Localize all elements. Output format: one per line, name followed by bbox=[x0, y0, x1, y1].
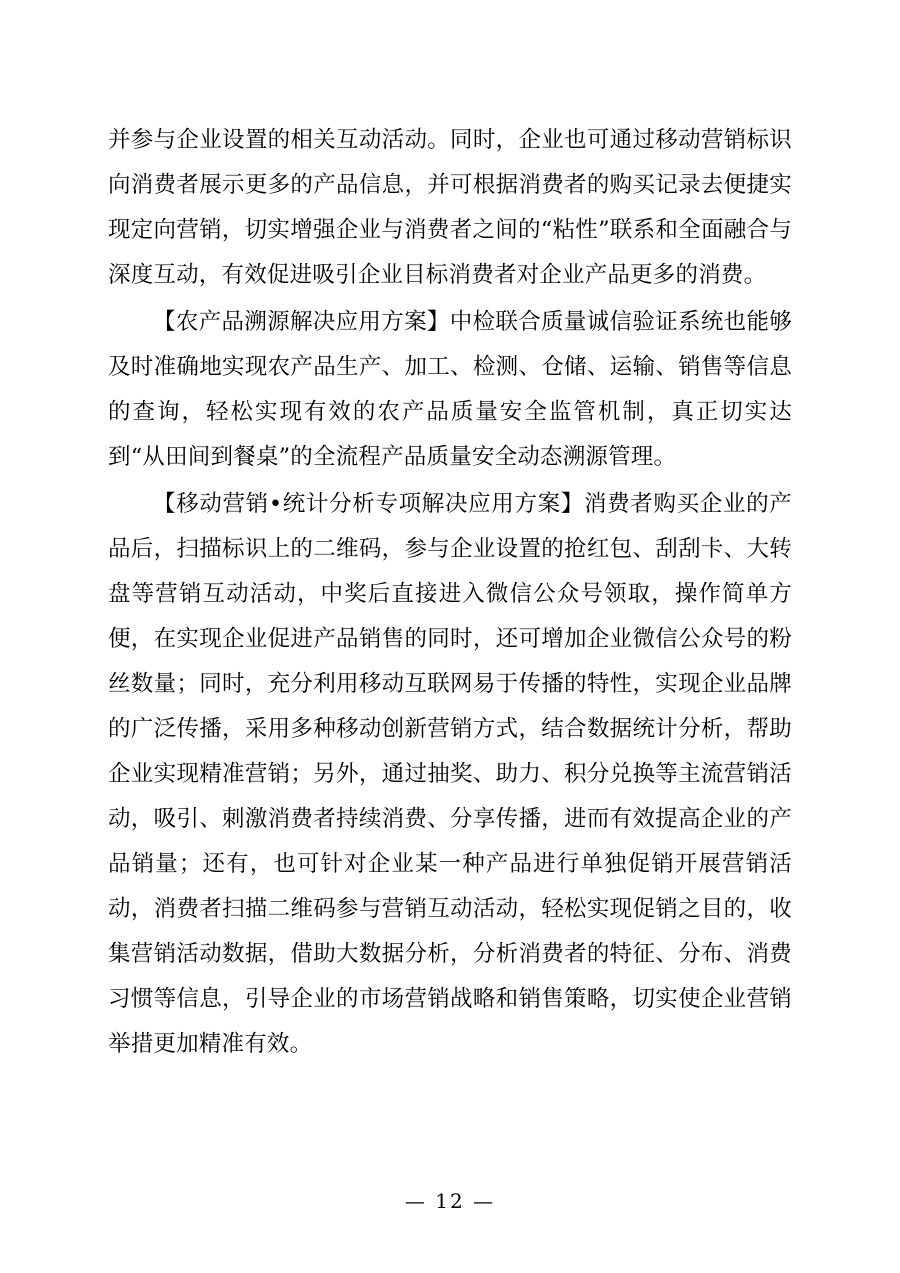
paragraph-agriculture-traceability: 【农产品溯源解决应用方案】中检联合质量诚信验证系统也能够及时准确地实现农产品生产、加工、检测、仓储、运输、销售等信息的查询，轻松实现有效的农产品质量安全监管机制，真正切实达到“从田间到餐桌”的全流程产品质量安全动态溯源管理。 bbox=[108, 309, 792, 470]
page-footer bbox=[0, 1189, 900, 1213]
paragraph-continued: 并参与企业设置的相关互动活动。同时，企业也可通过移动营销标识向消费者展示更多的产品信息，并可根据消费者的购买记录去便捷实现定向营销，切实增强企业与消费者之间的“粘性”联系和全面融合与深度互动，有效促进吸引企业目标消费者对企业产品更多的消费。 bbox=[108, 127, 792, 288]
page-number: — 12 — bbox=[404, 1189, 496, 1213]
paragraph-mobile-marketing: 【移动营销•统计分析专项解决应用方案】消费者购买企业的产品后，扫描标识上的二维码，参与企业设置的抢红包、刮刮卡、大转盘等营销互动活动，中奖后直接进入微信公众号领取，操作简单方便，在实现企业促进产品销售的同时，还可增加企业微信公众号的粉丝数量；同时，充分利用移动互联网易于传播的特性，实现企业品牌的广泛传播，采用多种移动创新营销方式，结合数据统计分析，帮助企业实现精准营销；另外，通过抽奖、助力、积分兑换等主流营销活动，吸引、刺激消费者持续消费、分享传播，进而有效提高企业的产品销量；还有，也可针对企业某一种产品进行单独促销开展营销活动，消费者扫描二维码参与营销互动活动，轻松实现促销之目的，收集营销活动数据，借助大数据分析，分析消费者的特征、分布、消费习惯等信息，引导企业的市场营销战略和销售策略，切实使企业营销举措更加精准有效。 bbox=[108, 491, 792, 1057]
document-body bbox=[108, 118, 792, 1067]
